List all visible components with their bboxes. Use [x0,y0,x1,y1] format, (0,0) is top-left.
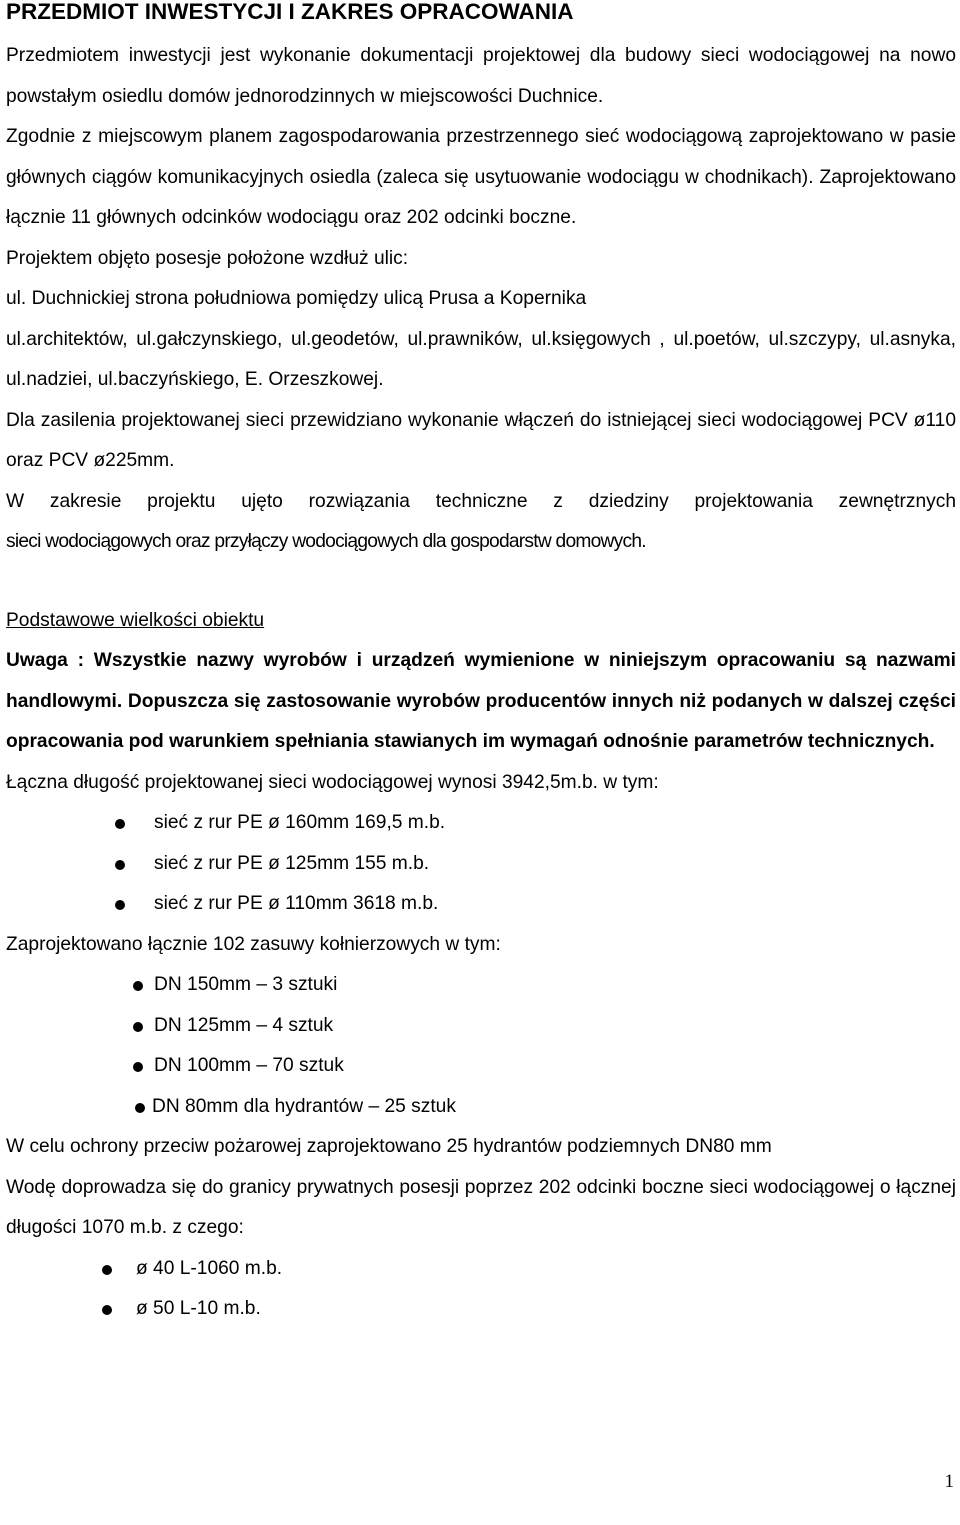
paragraph-duchnicka-street: ul. Duchnickiej strona południowa pomiędzy ulicą Prusa a Kopernika [6,288,587,309]
paragraph-scope-line-1: W zakresie projektu ujęto rozwiązania techniczne z dziedziny projektowania zewnętrznych [6,490,956,512]
list-item: sieć z rur PE ø 110mm 3618 m.b. [6,884,956,925]
side-connections-paragraph: Wodę doprowadza się do granicy prywatnych posesji poprzez 202 odcinki boczne sieci wodociągowej o łącznej długości 1070 m.b. z czego: [6,1176,956,1238]
paragraph-zoning-plan: Zgodnie z miejscowym planem zagospodarowania przestrzennego sieć wodociągową zaprojektowano w pasie głównych ciągów komunikacyjnych osiedla (zaleca się usytuowanie wodociągu w chodnikach). Zaprojektowano łącznie 11 głównych odcinków wodociągu oraz 202 odcinki boczne. [6,126,956,228]
valves-list [6,965,956,1127]
list-item: sieć z rur PE ø 160mm 169,5 m.b. [6,803,956,844]
bullet-icon [115,900,125,910]
list-item: sieć z rur PE ø 125mm 155 m.b. [6,844,956,885]
paragraph-investment-subject: Przedmiotem inwestycji jest wykonanie dokumentacji projektowej dla budowy sieci wodociągowej na nowo powstałym osiedlu domów jednorodzinnych w miejscowości Duchnice. [6,45,956,107]
bullet-icon [133,981,143,991]
pipe-length-list [6,803,956,925]
paragraph-street-list: ul.architektów, ul.gałczynskiego, ul.geodetów, ul.prawników, ul.księgowych , ul.poetów, ul.szczypy, ul.asnyka, ul.nadziei, ul.baczyńskiego, E. Orzeszkowej. [6,328,956,390]
bullet-icon [135,1103,145,1113]
paragraph-connection-points: Dla zasilenia projektowanej sieci przewidziano wykonanie włączeń do istniejącej sieci wodociągowej PCV ø110 oraz PCV ø225mm. [6,409,956,471]
list-item: ø 40 L-1060 m.b. [6,1249,956,1290]
side-connections-list [6,1249,956,1330]
bullet-icon [102,1265,112,1275]
document-body [6,36,956,1330]
list-item: DN 125mm – 4 sztuk [6,1006,956,1047]
document-title: PRZEDMIOT INWESTYCJI I ZAKRES OPRACOWANIA [6,0,574,24]
list-item: DN 100mm – 70 sztuk [6,1046,956,1087]
bullet-icon [102,1305,112,1315]
valves-intro: Zaprojektowano łącznie 102 zasuwy kołnierzowych w tym: [6,933,501,955]
section-spacer [6,563,956,601]
bullet-icon [133,1062,143,1072]
hydrants-paragraph: W celu ochrony przeciw pożarowej zaprojektowano 25 hydrantów podziemnych DN80 mm [6,1136,772,1157]
list-item: DN 80mm dla hydrantów – 25 sztuk [6,1087,956,1128]
list-item: ø 50 L-10 m.b. [6,1289,956,1330]
bullet-icon [115,819,125,829]
network-length-intro: Łączna długość projektowanej sieci wodociągowej wynosi 3942,5m.b. w tym: [6,771,659,793]
paragraph-streets-intro: Projektem objęto posesje położone wzdłuż ulic: [6,247,409,269]
paragraph-scope-line-2: sieci wodociągowych oraz przyłączy wodociągowych dla gospodarstw domowych. [6,531,646,552]
bullet-icon [115,860,125,870]
page-number: 1 [944,1471,954,1492]
list-item: DN 150mm – 3 sztuki [6,965,956,1006]
trade-names-note: Uwaga : Wszystkie nazwy wyrobów i urządzeń wymienione w niniejszym opracowaniu są nazwami handlowymi. Dopuszcza się zastosowanie wyrobów producentów innych niż podanych w dalszej części opracowania pod warunkiem spełniania stawianych im wymagań odnośnie parametrów technicznych. [6,650,956,752]
section-heading: Podstawowe wielkości obiektu [6,609,265,631]
bullet-icon [133,1022,143,1032]
